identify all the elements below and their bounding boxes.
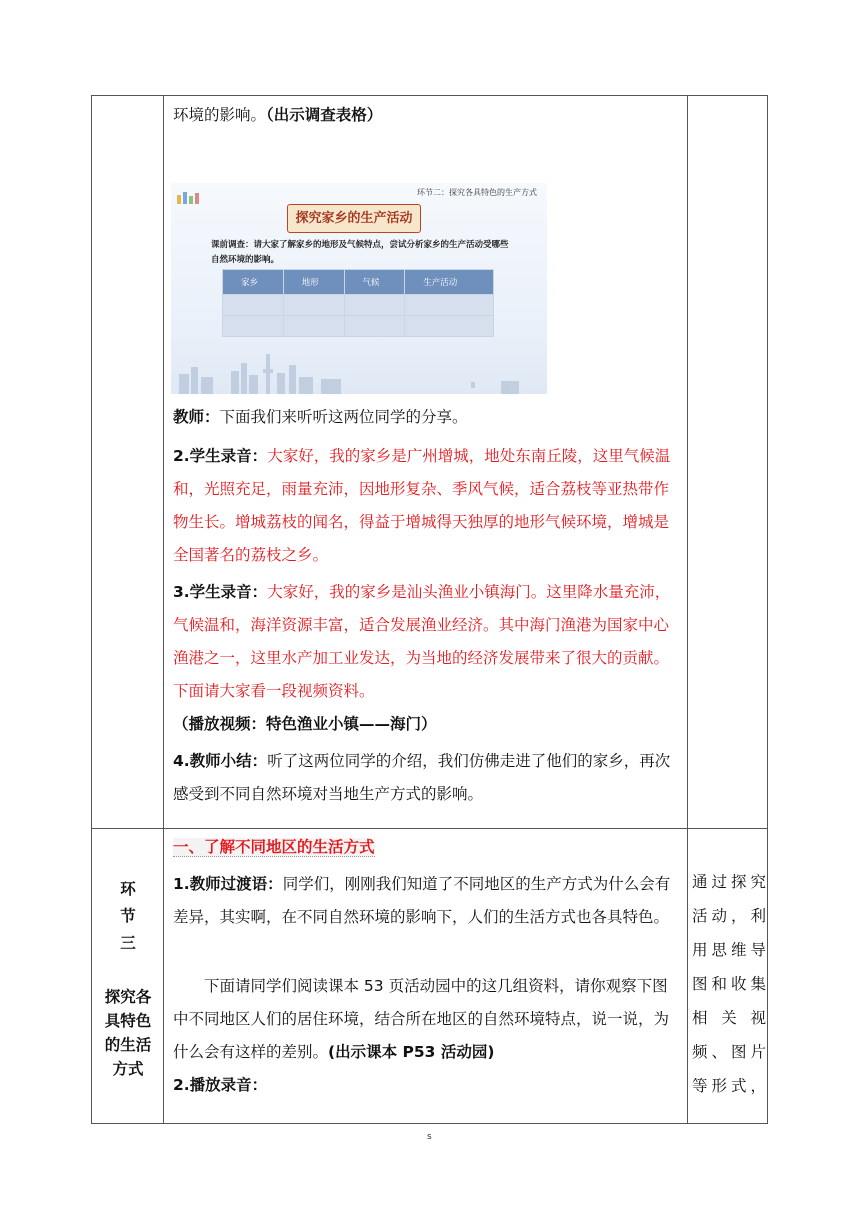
row-divider (91, 828, 768, 829)
table-divider-2 (687, 95, 688, 1124)
section-char-2: 节 (120, 907, 136, 925)
section-subtitle-3: 的生活 (104, 1036, 152, 1054)
intro-text: 环境的影响。 (173, 106, 267, 124)
student-recording-2 (173, 440, 683, 572)
recording-2-label: 2.学生录音： (173, 447, 268, 465)
slide-title: 探究家乡的生产活动 (287, 204, 421, 233)
transition-paragraph (173, 868, 683, 934)
recording-2-text: 大家好，我的家乡是广州增城，地处东南丘陵，这里气候温和，光照充足，雨量充沛，因地形复杂、季风气候，适合荔枝等亚热带作物生长。增城荔枝的闻名，得益于增城得天独厚的地形气候环境，增城是全国著名的荔枝之乡。 (173, 447, 671, 564)
transition-text: 同学们，刚刚我们知道了不同地区的生产方式为什么会有差异，其实啊，在不同自然环境的影响下，人们的生活方式也各具特色。 (173, 875, 671, 926)
city-skyline-graphic (171, 349, 547, 394)
section-heading (173, 831, 683, 864)
play-video-note: （播放视频：特色渔业小镇——海门） (173, 715, 437, 733)
section-subtitle-1: 探究各 (104, 988, 152, 1006)
teacher-text: 下面我们来听听这两位同学的分享。 (219, 408, 468, 426)
reading-text: 下面请同学们阅读课本 53 页活动园中的这几组资料，请你观察下图中不同地区人们的居住环境，结合所在地区的自然环境特点，说一说，为什么会有这样的差别。 (173, 977, 670, 1061)
transition-label: 1.教师过渡语： (173, 875, 283, 893)
slide-survey-text: 课前调查：请大家了解家乡的地形及气候特点，尝试分析家乡的生产活动受哪些自然环境的影响。 (211, 240, 509, 265)
heading-text: 一、了解不同地区的生活方式 (173, 838, 375, 856)
section-char-1: 环 (120, 880, 136, 898)
show-textbook-note: (出示课本 P53 活动园) (328, 1043, 495, 1061)
table-border-bottom (91, 1123, 768, 1124)
teacher-summary (173, 745, 683, 811)
play-recording-label: 2.播放录音： (173, 1076, 268, 1094)
reading-paragraph (173, 970, 683, 1069)
survey-slide-image (171, 183, 547, 394)
survey-table (222, 269, 494, 337)
table-border-top (91, 95, 768, 96)
recording-3-text: 大家好，我的家乡是汕头渔业小镇海门。这里降水量充沛，气候温和，海洋资源丰富，适合发展渔业经济。其中海门渔港为国家中心渔港之一，这里水产加工业发达，为当地的经济发展带来了很大的贡献。下面请大家看一段视频资料。 (173, 583, 671, 700)
col-terrain: 地形 (283, 270, 344, 295)
page-footer: s (427, 1132, 432, 1142)
section-char-3: 三 (120, 934, 136, 952)
summary-label: 4.教师小结： (173, 752, 268, 770)
teacher-label: 教师： (173, 408, 220, 426)
section-subtitle-2: 具特色 (104, 1012, 152, 1030)
show-table-note: （出示调查表格） (266, 106, 383, 124)
summary-text: 听了这两位同学的介绍，我们仿佛走进了他们的家乡，再次感受到不同自然环境对当地生产方式的影响。 (173, 752, 671, 803)
teacher-line (173, 401, 683, 434)
recording-3-label: 3.学生录音： (173, 583, 268, 601)
student-recording-3 (173, 576, 683, 708)
col-production: 生产活动 (405, 270, 494, 295)
top-line1 (173, 99, 683, 132)
col-hometown: 家乡 (223, 270, 284, 295)
section-label (92, 876, 164, 1081)
slide-header: 环节二：探究各具特色的生产方式 (417, 188, 537, 197)
table-border-right (767, 95, 768, 1124)
design-intent-text: 通过探究活动，利用思维导图和收集相关视频、图片等形式， (692, 873, 766, 1095)
section-subtitle-4: 方式 (112, 1060, 144, 1078)
col-climate: 气候 (344, 270, 405, 295)
logo-icon (175, 189, 201, 205)
